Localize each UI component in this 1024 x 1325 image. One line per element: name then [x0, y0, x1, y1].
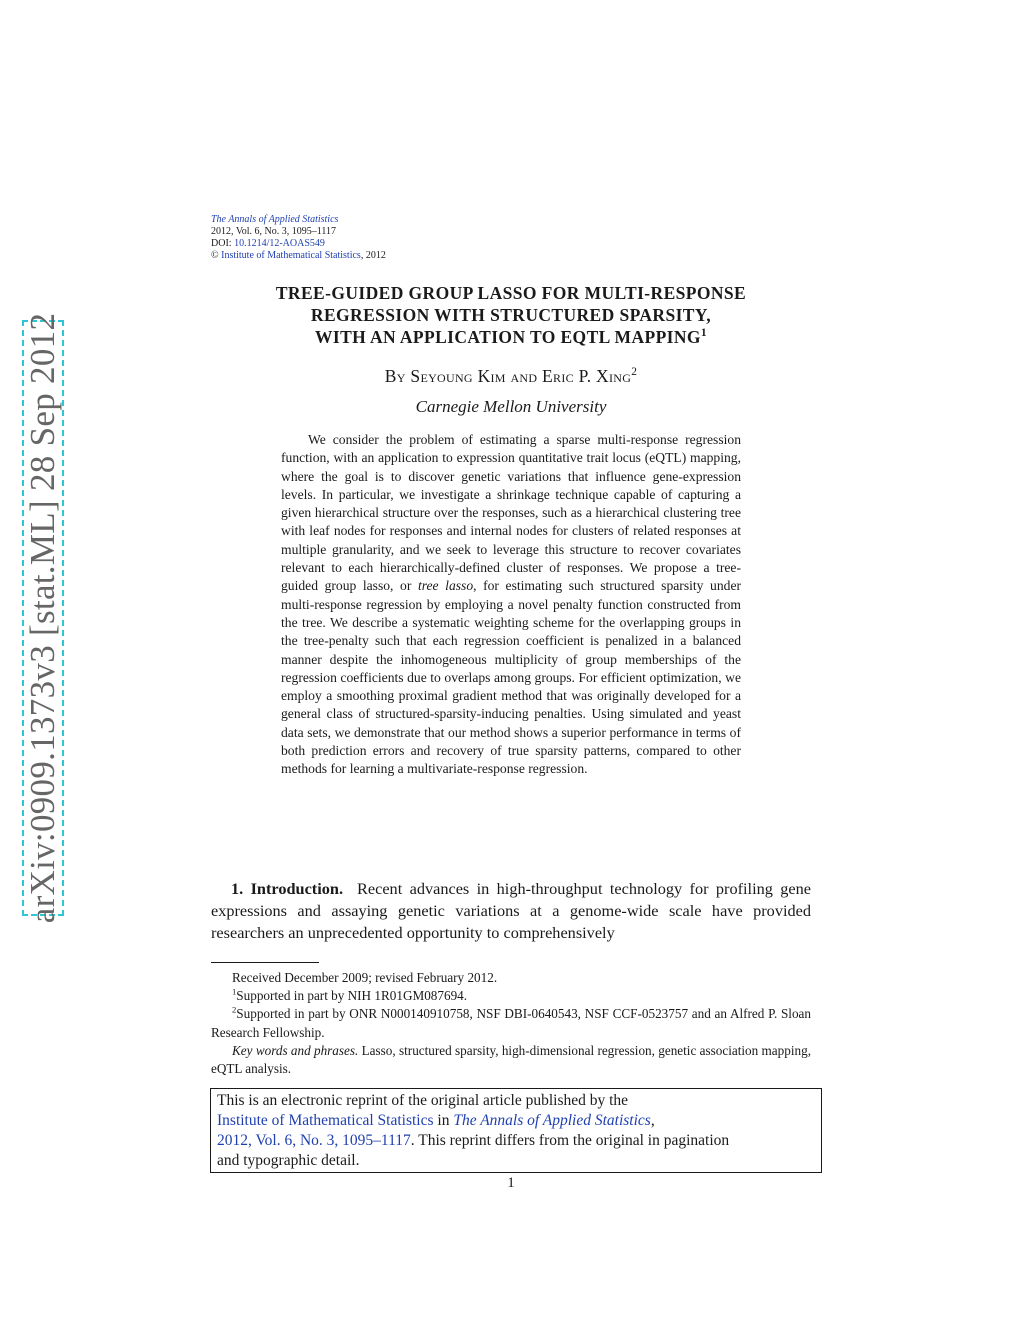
footnote-2: [211, 1005, 811, 1041]
footnote-2-text: Supported in part by ONR N000140910758, NSF DBI-0640543, NSF CCF-0523757 and an Alfred P. Sloan Research Fellowship.: [211, 1006, 811, 1040]
reprint-journal-link[interactable]: The Annals of Applied Statistics: [453, 1112, 651, 1129]
received-note: Received December 2009; revised February 2012.: [232, 970, 498, 985]
reprint-citation-link[interactable]: 2012, Vol. 6, No. 3, 1095–1117: [217, 1132, 411, 1149]
reprint-comma: ,: [650, 1112, 655, 1129]
reprint-line-4: and typographic detail.: [217, 1152, 360, 1169]
footnote-divider: [211, 962, 319, 963]
authors: [200, 366, 822, 387]
abstract: [281, 431, 741, 779]
keywords: [211, 1042, 811, 1078]
introduction-section: [211, 878, 811, 945]
reprint-line-3-rest: . This reprint differs from the original in pagination: [410, 1132, 730, 1149]
journal-header: [211, 214, 386, 262]
journal-name-link[interactable]: The Annals of Applied Statistics: [211, 214, 339, 225]
copyright-year: , 2012: [360, 250, 386, 261]
arxiv-stamp-text[interactable]: arXiv:0909.1373v3 [stat.ML] 28 Sep 2012: [23, 312, 62, 924]
paper-title: [200, 282, 822, 348]
publisher-link[interactable]: Institute of Mathematical Statistics: [221, 250, 361, 261]
abstract-term: tree lasso: [417, 578, 474, 594]
reprint-line-1: This is an electronic reprint of the original article published by the: [217, 1092, 629, 1109]
reprint-in-word: in: [433, 1112, 454, 1129]
title-line-2: REGRESSION WITH STRUCTURED SPARSITY,: [310, 305, 712, 325]
abstract-text-1: We consider the problem of estimating a sparse multi-response regression function, with an application to expression quantitative trait locus (eQTL) mapping, where the goal is to discover genetic variations that influence gene-expression levels. In particular, we investigate a shrinkage technique capable of capturing a given hierarchical structure over the responses, such as a hierarchical clustering tree with leaf nodes for responses and internal nodes for clusters of related responses at multiple granularity, and we seek to leverage this structure to recover covariates relevant to each hierarchically-defined cluster of responses. We propose a tree-guided group lasso, or: [281, 432, 741, 594]
author-footnote-mark[interactable]: 2: [631, 366, 638, 379]
section-heading: 1. Introduction.: [231, 879, 344, 898]
doi-link[interactable]: 10.1214/12-AOAS549: [234, 238, 325, 249]
title-footnote-mark[interactable]: 1: [700, 327, 708, 340]
reprint-publisher-link[interactable]: Institute of Mathematical Statistics: [217, 1112, 434, 1129]
page-number: 1: [507, 1175, 515, 1191]
doi-label: DOI:: [211, 238, 235, 249]
keywords-label: Key words and phrases.: [232, 1042, 359, 1058]
copyright-symbol: ©: [211, 250, 219, 261]
affiliation: Carnegie Mellon University: [415, 397, 607, 416]
title-line-3: WITH AN APPLICATION TO EQTL MAPPING: [314, 327, 701, 347]
footnotes: [211, 969, 811, 1078]
title-line-1: TREE-GUIDED GROUP LASSO FOR MULTI-RESPONSE: [275, 283, 747, 303]
introduction-text: Recent advances in high-throughput technology for profiling gene expressions and assaying genetic variations at a genome-wide scale have provided researchers an unprecedented opportunity to comprehensively: [211, 879, 811, 943]
abstract-text-2: , for estimating such structured sparsity under multi-response regression by employing a novel penalty function constructed from the tree. We describe a systematic weighting scheme for the overlapping groups in the tree-penalty such that each regression coefficient is penalized in a balanced manner despite the inhomogeneous multiplicity of group memberships of the regression coefficients due to overlaps among groups. For efficient optimization, we employ a smoothing proximal gradient method that was originally developed for a general class of structured-sparsity-inducing penalties. Using simulated and yeast data sets, we demonstrate that our method shows a superior performance in terms of both prediction errors and recovery of true sparsity patterns, compared to other methods for learning a multivariate-response regression.: [281, 578, 741, 777]
keywords-text: Lasso, structured sparsity, high-dimensional regression, genetic association mapping, eQTL analysis.: [211, 1042, 811, 1077]
footnote-1-mark: 1: [232, 986, 237, 997]
volume-line: 2012, Vol. 6, No. 3, 1095–1117: [211, 226, 337, 237]
footnote-1: [211, 987, 811, 1005]
footnote-2-mark: 2: [232, 1005, 237, 1016]
reprint-notice-box: [210, 1088, 822, 1173]
author-names: By Seyoung Kim and Eric P. Xing: [384, 366, 632, 386]
footnote-1-text: Supported in part by NIH 1R01GM087694.: [236, 988, 468, 1004]
